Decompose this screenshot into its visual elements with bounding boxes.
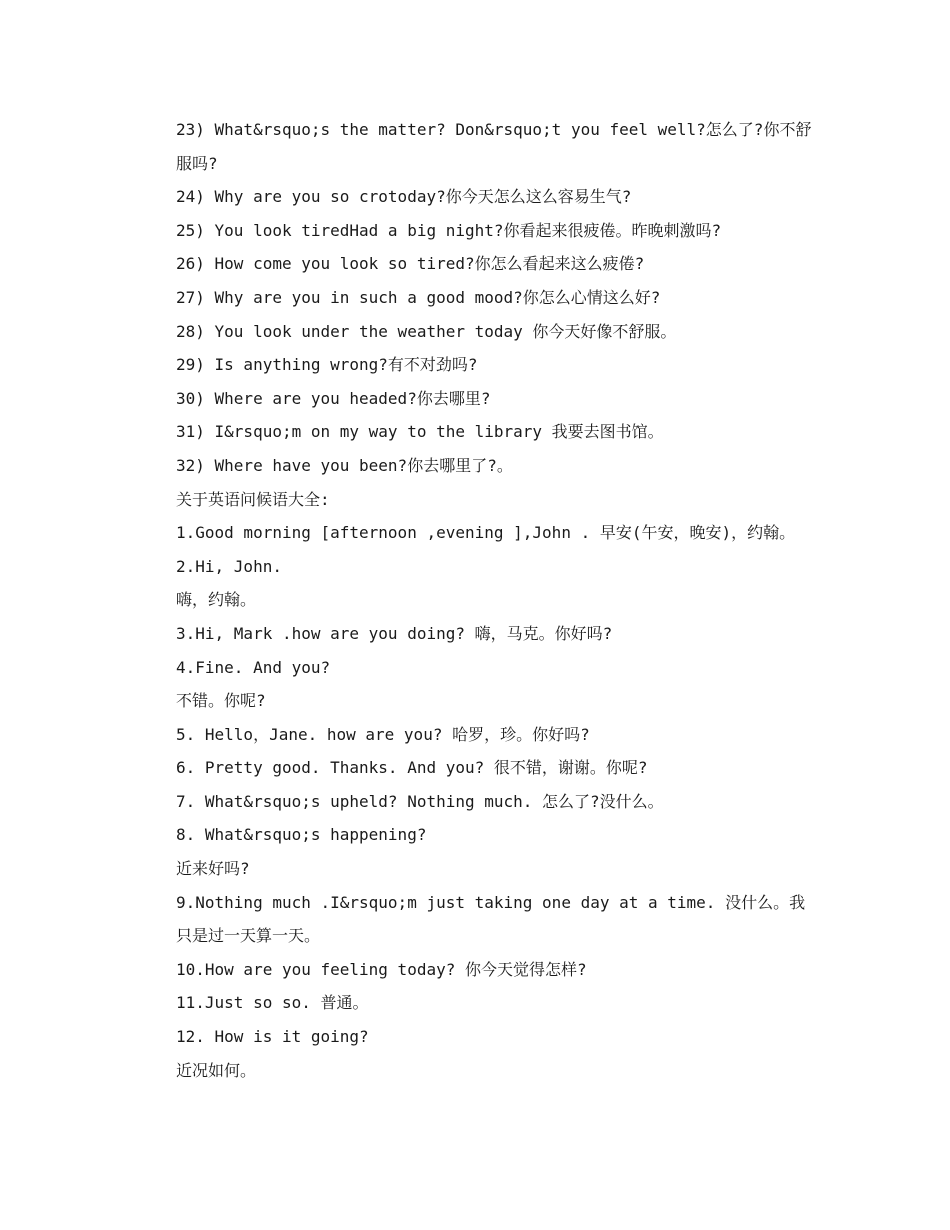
paragraph-line: 31) I&rsquo;m on my way to the library 我要去图书馆。 [176,422,664,442]
paragraph-line: 30) Where are you headed?你去哪里? [176,388,491,408]
paragraph-line: 近来好吗? [176,859,250,879]
paragraph-line: 不错。你呢? [176,691,266,711]
section-heading: 关于英语问候语大全: [176,489,330,509]
paragraph-line: 27) Why are you in such a good mood?你怎么心情这么好? [176,287,661,307]
paragraph-line: 8. What&rsquo;s happening? [176,825,427,845]
paragraph-line: 2.Hi, John. [176,556,282,576]
paragraph-line: 10.How are you feeling today? 你今天觉得怎样? [176,959,587,979]
paragraph-line: 28) You look under the weather today 你今天好像不舒服。 [176,321,677,341]
paragraph-line: 29) Is anything wrong?有不对劲吗? [176,355,478,375]
paragraph-line: 11.Just so so. 普通。 [176,993,369,1013]
paragraph-line: 5. Hello，Jane. how are you? 哈罗，珍。你好吗? [176,724,590,744]
paragraph-line: 4.Fine. And you? [176,657,331,677]
paragraph-line: 12. How is it going? [176,1027,369,1047]
paragraph-line: 3.Hi, Mark .how are you doing? 嗨，马克。你好吗? [176,623,613,643]
paragraph-line: 7. What&rsquo;s upheld? Nothing much. 怎么了?没什么。 [176,791,664,811]
document-body [140,113,820,1087]
paragraph-line: 32) Where have you been?你去哪里了?。 [176,455,513,475]
paragraph-line: 25) You look tiredHad a big night?你看起来很疲倦。昨晚刺激吗? [176,220,722,240]
paragraph-line: 6. Pretty good. Thanks. And you? 很不错，谢谢。你呢? [176,758,648,778]
paragraph-line: 嗨，约翰。 [176,590,257,610]
paragraph-line: 26) How come you look so tired?你怎么看起来这么疲倦? [176,254,645,274]
paragraph-line: 9.Nothing much .I&rsquo;m just taking one day at a time. 没什么。我只是过一天算一天。 [176,892,806,946]
paragraph-line: 24) Why are you so crotoday?你今天怎么这么容易生气? [176,187,632,207]
paragraph-line: 近况如何。 [176,1060,257,1080]
paragraph-line: 23) What&rsquo;s the matter? Don&rsquo;t you feel well?怎么了?你不舒服吗? [176,120,812,173]
paragraph-line: 1.Good morning [afternoon ,evening ],John . 早安(午安，晚安)，约翰。 [176,523,796,543]
